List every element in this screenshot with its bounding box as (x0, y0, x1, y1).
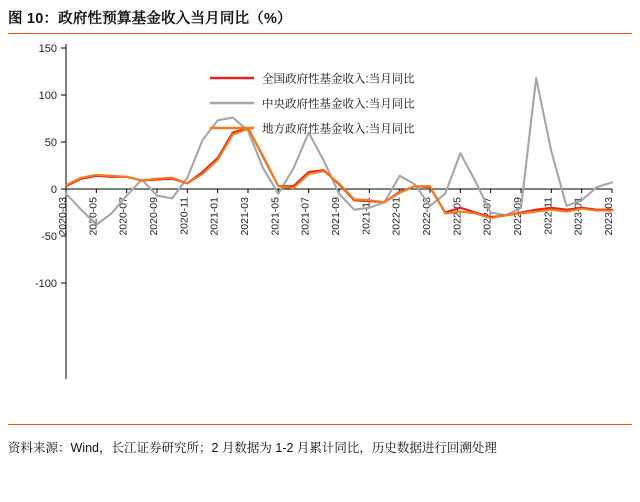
x-tick-label: 2021-03 (239, 197, 251, 236)
x-tick-label: 2021-11 (360, 197, 373, 235)
x-tick-label: 2020-05 (87, 197, 100, 236)
x-tick-label: 2021-05 (269, 197, 282, 236)
y-tick-label: 50 (44, 137, 57, 149)
x-tick-label: 2020-03 (57, 197, 69, 236)
x-tick-label: 2020-11 (178, 197, 191, 235)
y-tick-label: 0 (50, 184, 57, 196)
footer-divider (8, 424, 632, 425)
x-tick-label: 2021-07 (299, 197, 312, 236)
chart-area (0, 34, 640, 422)
figure-footer (0, 424, 640, 502)
x-tick-label: 2023-01 (572, 197, 585, 236)
y-tick-label: 100 (38, 90, 57, 102)
x-tick-label: 2020-09 (148, 197, 160, 236)
x-tick-label: 2023-03 (603, 197, 615, 236)
y-tick-label: -50 (41, 231, 57, 243)
y-tick-label: 150 (38, 43, 57, 55)
x-tick-label: 2022-11 (542, 197, 555, 235)
figure-title-bar (0, 0, 640, 34)
x-tick-label: 2020-07 (117, 197, 130, 236)
line-chart (0, 34, 640, 422)
x-tick-label: 2021-09 (330, 197, 342, 236)
source-note: 资料来源：Wind，长江证券研究所；2 月数据为 1-2 月累计同比，历史数据进行回溯处理 (8, 441, 497, 455)
legend-label: 中央政府性基金收入:当月同比 (262, 98, 415, 111)
y-tick-label: -100 (34, 278, 57, 290)
x-tick-label: 2022-03 (421, 197, 433, 236)
page-title: 图 10：政府性预算基金收入当月同比（%） (8, 10, 292, 27)
x-tick-label: 2022-05 (451, 197, 464, 236)
legend-label: 全国政府性基金收入:当月同比 (262, 73, 415, 86)
x-tick-label: 2021-01 (208, 197, 221, 236)
x-tick-label: 2022-01 (390, 197, 403, 236)
x-tick-label: 2022-07 (481, 196, 494, 236)
legend-label: 地方政府性基金收入:当月同比 (262, 123, 415, 136)
x-tick-label: 2022-09 (512, 197, 524, 236)
